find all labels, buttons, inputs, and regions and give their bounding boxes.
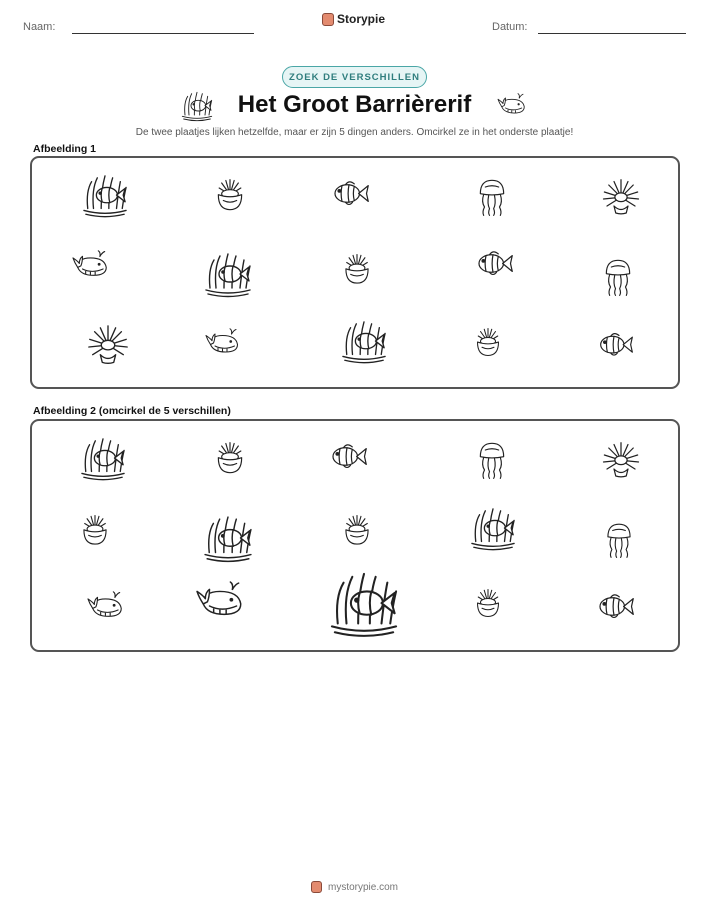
clownfish-anemone-icon bbox=[80, 174, 130, 220]
footer bbox=[0, 881, 709, 893]
clam-anemone-icon bbox=[470, 324, 506, 366]
date-field[interactable] bbox=[538, 33, 686, 34]
whale-icon bbox=[496, 93, 530, 123]
clownfish-anemone-icon bbox=[76, 437, 130, 483]
whale-icon bbox=[188, 581, 256, 631]
fish-icon bbox=[588, 589, 640, 631]
clownfish-anemone-icon bbox=[466, 507, 520, 553]
fish-icon bbox=[588, 328, 640, 368]
clownfish-anemone-icon bbox=[336, 320, 392, 366]
sea-anemone-icon bbox=[598, 441, 644, 483]
clam-anemone-icon bbox=[76, 513, 114, 553]
fish-icon bbox=[324, 439, 370, 481]
whale-icon bbox=[82, 591, 132, 629]
clam-anemone-icon bbox=[210, 178, 250, 218]
clam-anemone-icon bbox=[338, 252, 376, 292]
sea-anemone-icon bbox=[598, 178, 644, 220]
name-field[interactable] bbox=[72, 33, 254, 34]
date-label: Datum: bbox=[492, 21, 528, 33]
jellyfish-icon bbox=[472, 437, 512, 483]
storypie-logo-icon bbox=[322, 13, 334, 26]
clam-anemone-icon bbox=[338, 513, 376, 553]
activity-badge: ZOEK DE VERSCHILLEN bbox=[282, 66, 427, 88]
page-title: Het Groot Barrièrerif bbox=[237, 91, 472, 118]
picture-1-panel bbox=[30, 156, 680, 389]
clownfish-anemone-icon bbox=[180, 91, 214, 123]
footer-site: mystorypie.com bbox=[327, 881, 398, 893]
whale-icon bbox=[68, 250, 116, 288]
whale-icon bbox=[200, 328, 248, 364]
fish-icon bbox=[468, 246, 518, 288]
sea-anemone-icon bbox=[84, 324, 132, 370]
clownfish-anemone-icon bbox=[202, 252, 254, 300]
name-label: Naam: bbox=[23, 21, 56, 33]
jellyfish-icon bbox=[600, 517, 638, 563]
picture-2-label: Afbeelding 2 (omcirkel de 5 verschillen) bbox=[33, 405, 231, 417]
clam-anemone-icon bbox=[470, 585, 506, 627]
fish-icon bbox=[324, 176, 374, 218]
picture-1-label: Afbeelding 1 bbox=[33, 143, 97, 155]
brand-name: Storypie bbox=[337, 12, 386, 26]
clownfish-anemone-icon bbox=[202, 515, 254, 565]
brand bbox=[322, 12, 385, 26]
instructions: De twee plaatjes lijken hetzelfde, maar er zijn 5 dingen anders. Omcirkel ze in het onderste plaatje! bbox=[135, 127, 574, 138]
jellyfish-icon bbox=[598, 254, 638, 300]
picture-2-panel[interactable] bbox=[30, 419, 680, 652]
clownfish-anemone-icon bbox=[324, 571, 404, 641]
storypie-logo-icon bbox=[311, 881, 322, 893]
clam-anemone-icon bbox=[210, 441, 250, 481]
jellyfish-icon bbox=[472, 174, 512, 220]
